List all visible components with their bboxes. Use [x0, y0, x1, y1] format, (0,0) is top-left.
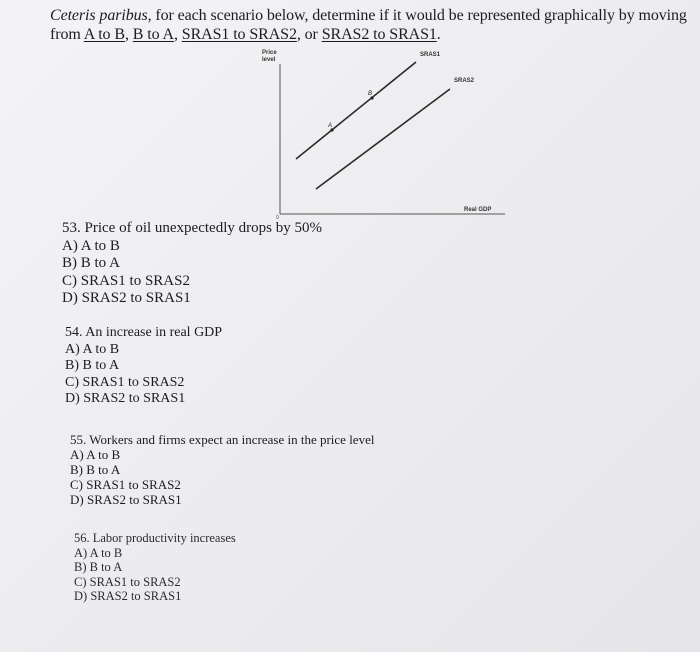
choice-sras1-to-sras2: SRAS1 to SRAS2 [181, 26, 297, 43]
sras2-label: SRAS2 [454, 78, 475, 84]
question-53-option-a: A) A to B [62, 237, 120, 254]
sras1-label: SRAS1 [420, 52, 441, 58]
question-56 [74, 531, 574, 604]
y-axis-label-line1: Price [262, 50, 277, 56]
question-55-option-b: B) B to A [70, 462, 121, 477]
question-54-stem: 54. An increase in real GDP [65, 325, 223, 340]
y-axis-label-line2: level [262, 57, 276, 63]
question-54-option-c: C) SRAS1 to SRAS2 [65, 374, 185, 390]
ceteris-paribus-text: Ceteris paribus [50, 7, 148, 24]
question-54-option-a: A) A to B [65, 341, 120, 357]
question-56-option-b: B) B to A [74, 560, 123, 574]
question-53-option-d: D) SRAS2 to SRAS1 [62, 290, 191, 306]
question-55-option-a: A) A to B [70, 447, 121, 462]
sras-graph [220, 44, 520, 219]
choice-sras2-to-sras1: SRAS2 to SRAS1 [321, 26, 437, 43]
question-55-option-c: C) SRAS1 to SRAS2 [70, 477, 181, 492]
choice-b-to-a: B to A [132, 26, 174, 43]
question-55-option-d: D) SRAS2 to SRAS1 [70, 492, 182, 507]
question-54-option-d: D) SRAS2 to SRAS1 [65, 391, 186, 406]
point-b-label: B [368, 91, 373, 97]
question-54-option-b: B) B to A [65, 358, 120, 373]
sras2-curve [316, 89, 450, 189]
question-53-option-b: B) B to A [62, 255, 120, 271]
sras1-curve [296, 62, 416, 159]
question-53 [62, 220, 562, 308]
question-56-option-a: A) A to B [74, 545, 123, 560]
origin-label: 0 [276, 215, 279, 219]
instructions-paragraph: Ceteris paribus, for each scenario below, determine if it would be represented graphically by moving from A to B, B to A, SRAS1 to SRAS2, or SRAS2 to SRAS1. [50, 7, 687, 43]
x-axis-label: Real GDP [464, 207, 492, 213]
question-56-option-c: C) SRAS1 to SRAS2 [74, 574, 181, 589]
question-53-option-c: C) SRAS1 to SRAS2 [62, 272, 190, 289]
question-55 [70, 432, 570, 507]
instructions-text: , for each scenario below, determine if it would be represented graphically by moving from [50, 7, 687, 43]
question-56-option-d: D) SRAS2 to SRAS1 [74, 589, 182, 603]
question-55-stem: 55. Workers and firms expect an increase in the price level [70, 432, 375, 447]
question-56-stem: 56. Labor productivity increases [74, 531, 236, 545]
point-a-label: A [328, 123, 333, 129]
question-54 [65, 325, 565, 408]
question-53-stem: 53. Price of oil unexpectedly drops by 50% [62, 220, 322, 236]
choice-a-to-b: A to B [83, 26, 125, 43]
